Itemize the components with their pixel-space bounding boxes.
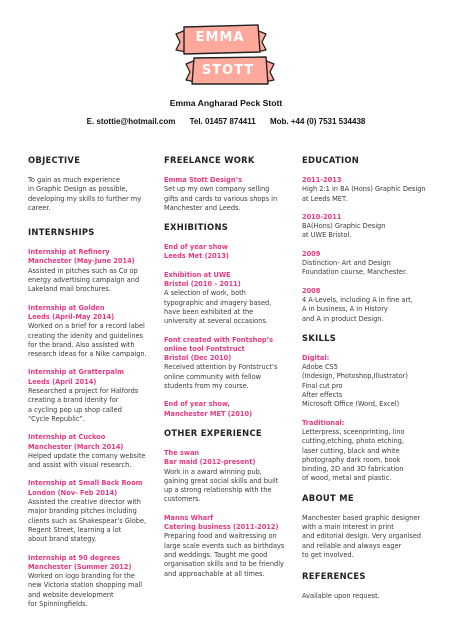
entry [28, 433, 148, 470]
entry-title-line: Internship at Golden [28, 303, 105, 312]
entry-text-line: up a strong relationship with the [164, 486, 272, 495]
entry [28, 304, 148, 360]
entry-text-line: Foundation course, Manchester. [302, 268, 408, 277]
section-title-education: EDUCATION [302, 155, 360, 165]
entry-text-line: Assisted the creative director with [28, 498, 141, 507]
logo [0, 0, 452, 95]
entry-text-line: Distinction- Art and Design [302, 259, 391, 268]
mobile: Mob. +44 (0) 7531 534438 [269, 117, 366, 126]
text-line: to get involved. [302, 550, 354, 559]
entry-text-line: organisation skills and to be friendly [164, 560, 284, 569]
entry [28, 248, 148, 294]
entry-title-line: The swan [164, 448, 200, 457]
entry-text-line: and assist with visual research. [28, 461, 132, 470]
telephone: Tel. 01457 874411 [189, 117, 256, 126]
entry-text-line: Final cut pro [302, 381, 343, 390]
entry [28, 554, 148, 610]
entry-text-line: and weddings. Taught me good [164, 550, 268, 559]
text-line: and reliable and always eager [302, 541, 402, 550]
entry-text-line: Researched a project for Halfords [28, 387, 139, 396]
entry [302, 250, 430, 278]
entry-text-line: have been exhibited at the [164, 307, 254, 316]
entry-title-line: Emma Stott Design’s [164, 176, 242, 184]
section-title-exhibitions: EXHIBITIONS [164, 222, 229, 233]
column-left [28, 155, 148, 618]
entry-text-line: High 2:1 in BA (Hons) Graphic Design [302, 185, 426, 194]
entry [164, 271, 286, 327]
entry [302, 354, 430, 410]
logo-last-name: STOTT [201, 63, 255, 78]
entry-text-line: (Indesign, Photoshop,Illustrator) [302, 372, 408, 381]
entry-text-line: a cycling pop up shop called [28, 405, 122, 414]
entry-text-line: customers. [164, 495, 201, 504]
skills-section [302, 333, 430, 484]
entry [28, 479, 148, 544]
entry [302, 176, 430, 204]
entry [302, 287, 430, 324]
internships-section [28, 227, 148, 609]
exhibition-list [164, 243, 286, 419]
entry-title-line: Manchester (Summer 2012) [28, 562, 132, 571]
entry-text-line: research ideas for a Nike campaign. [28, 350, 147, 359]
entry-text-line: binding, 2D and 3D fabrication [302, 465, 404, 474]
about-section [302, 493, 430, 560]
entry-text-line: for Spinningfields. [28, 599, 88, 608]
section-title-freelance: FREELANCE WORK [164, 155, 255, 165]
section-title-internships: INTERNSHIPS [28, 227, 95, 238]
column-middle [164, 155, 286, 588]
entry-text-line: new Victoria station shopping mall [28, 581, 143, 590]
entry-title-line: Leeds (April-May 2014) [28, 312, 115, 321]
education-list [302, 176, 430, 324]
entry-text-line: about brand stategy. [28, 535, 97, 544]
other-experience-section [164, 428, 286, 579]
entry-text-line: and approachable at all times. [164, 569, 265, 578]
entry-title-line: Font created with Fontshop’s [164, 335, 274, 344]
entry-title-line: Exhibition at UWE [164, 270, 231, 279]
entry-text-line: Lakeland mail brochures. [28, 285, 111, 294]
entry-text-line: Regent Street, learning a lot [28, 525, 122, 534]
entry-text-line: Helped update the comany website [28, 451, 146, 460]
entry-text-line: Worked on a brief for a record label [28, 322, 145, 331]
entry-text-line: gaining great social skills and built [164, 476, 279, 485]
entry-title-line: Manchester (March 2014) [28, 442, 124, 451]
text-line: Manchester based graphic designer [302, 513, 421, 522]
entry-text-line: Adobe CS5 [302, 363, 338, 372]
entry [164, 449, 286, 505]
entry-title-line: Manns Wharf [164, 513, 214, 522]
entry [164, 176, 286, 213]
entry-title-line: online tool Fontstruct [164, 344, 245, 353]
entry-title-line: London (Nov- Feb 2014) [28, 488, 118, 497]
entry-text-line: photography dark room, book [302, 455, 401, 464]
entry [164, 514, 286, 579]
entry-text-line: Microsoft Office (Word, Excel) [302, 400, 400, 409]
education-section [302, 155, 430, 324]
entry-title-line: End of year show, [164, 400, 230, 409]
entry-title-line: Internship at Gratterpalm [28, 368, 124, 377]
entry-title-line: End of year show [164, 243, 228, 252]
entry-text-line: Manchester and Leeds. [164, 203, 241, 212]
freelance-section [164, 155, 286, 213]
entry-text-line: for the brand. Also assisted with [28, 340, 135, 349]
section-title-objective: OBJECTIVE [28, 155, 81, 165]
entry-title-line: Bristol (Dec 2010) [164, 354, 232, 363]
freelance-list [164, 176, 286, 213]
entry-text-line: of wood, metal and plastic. [302, 474, 392, 483]
entry-title-line: Internship at 90 degrees [28, 553, 121, 562]
text-line: developing my skills to further my [28, 194, 142, 203]
entry [164, 400, 286, 419]
skills-list [302, 354, 430, 484]
entry-title-line: Leeds Met (2013) [164, 252, 229, 261]
entry-title-line: Catering business (2011-2012) [164, 523, 279, 532]
entry-text-line: creating a brand idenity for [28, 396, 119, 405]
entry-text-line: at UWE Bristol. [302, 231, 352, 240]
objective-text [28, 176, 148, 213]
references-section [302, 571, 430, 601]
contact-line [0, 117, 452, 126]
entry [164, 336, 286, 392]
section-title-skills: SKILLS [302, 332, 337, 343]
text-line: with a main interest in print [302, 523, 394, 532]
entry-text-line: students from my course. [164, 382, 249, 391]
entry-text-line: A in business, A in History [302, 305, 388, 314]
entry-text-line: creating the idenity and guidelines [28, 331, 144, 340]
entry-text-line: major branding pitches including [28, 507, 137, 516]
section-title-other-experience: OTHER EXPERIENCE [164, 427, 262, 438]
email[interactable]: E. stottie@hotmail.com [86, 117, 176, 126]
logo-first-name: EMMA [195, 30, 245, 45]
entry-text-line: gifts and cards to various shops in [164, 194, 278, 203]
entry-title-line: Bar maid (2012-present) [164, 458, 256, 467]
entry-text-line: “Cycle Republic”. [28, 414, 85, 423]
entry-text-line: online community with fellow [164, 372, 262, 381]
entry-title-line: Internship at Small Back Room [28, 479, 143, 488]
text-line: career. [28, 203, 51, 212]
entry-title-line: 2009 [302, 249, 321, 258]
entry-text-line: 4 A-Levels, including A in fine art, [302, 295, 413, 304]
entry-text-line: and website development [28, 590, 114, 599]
entry-text-line: clients such as Shakespear’s Globe, [28, 516, 147, 525]
entry-title-line: 2008 [302, 286, 321, 295]
entry-title-line: Internship at Cuckoo [28, 433, 106, 442]
entry-text-line: Letterpress, sceenprinting, lino [302, 427, 405, 436]
internship-list [28, 248, 148, 609]
entry-text-line: Received attention by Fontstruct’s [164, 363, 278, 372]
about-text [302, 514, 430, 560]
entry-title-line: Leeds (April 2014) [28, 377, 97, 386]
entry-title-line: 2010-2011 [302, 212, 342, 221]
entry-title-line: Internship at Refinery [28, 248, 110, 257]
entry-text-line: Set up my own company selling [164, 185, 270, 194]
entry-text-line: Assisted in pitches such as Co op [28, 266, 138, 275]
entry-text-line: A selection of work, both [164, 289, 246, 298]
text-line: and editorial design. Very organised [302, 532, 422, 541]
entry-text-line: energy advertising campaign and [28, 276, 140, 285]
section-title-about: ABOUT ME [302, 492, 354, 503]
entry [302, 213, 430, 241]
entry [164, 243, 286, 262]
entry-text-line: After effects [302, 391, 343, 400]
references-text [302, 592, 430, 601]
exhibitions-section [164, 222, 286, 419]
entry-text-line: at Leeds MET. [302, 194, 348, 203]
entry [28, 368, 148, 424]
entry-title-line: Traditional: [302, 418, 345, 427]
column-right [302, 155, 430, 602]
other-experience-list [164, 449, 286, 579]
entry-title-line: Digital: [302, 353, 330, 362]
entry-text-line: BA(Hons) Graphic Design [302, 222, 386, 231]
text-line: Available upon request. [302, 592, 380, 601]
entry-title-line: Bristol (2010 - 2011) [164, 280, 241, 289]
entry-text-line: Worked on logo branding for the [28, 572, 135, 581]
logo-banners [0, 0, 452, 95]
entry-title-line: 2011-2013 [302, 176, 342, 184]
entry [302, 419, 430, 484]
entry-text-line: Work in a award winning pub, [164, 467, 262, 476]
section-title-references: REFERENCES [302, 571, 366, 582]
entry-text-line: Preparing food and waitressing on [164, 532, 277, 541]
entry-text-line: laser cutting, black and white [302, 446, 400, 455]
text-line: To gain as much experience [28, 176, 120, 184]
text-line: in Graphic Design as possible, [28, 185, 128, 194]
objective-section [28, 155, 148, 213]
entry-text-line: and A in product Design. [302, 314, 384, 323]
entry-text-line: cutting,etching, photo etching, [302, 437, 404, 446]
entry-text-line: large scale events such as birthdays [164, 541, 285, 550]
full-name: Emma Angharad Peck Stott [169, 98, 283, 108]
entry-title-line: Manchester MET (2010) [164, 409, 253, 418]
entry-text-line: typographic and imagery based, [164, 298, 272, 307]
entry-title-line: Manchester (May-June 2014) [28, 257, 135, 266]
entry-text-line: university at several occasions. [164, 317, 268, 326]
